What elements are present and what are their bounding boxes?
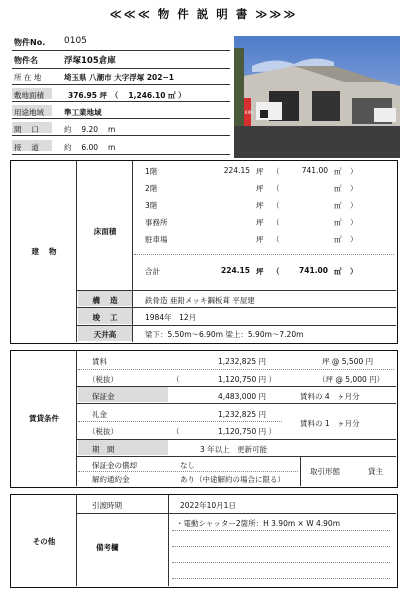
floor-tsubo-unit: 坪 (256, 218, 264, 227)
key-tax-value: 1,120,750 円 ） (218, 427, 276, 436)
property-no-label: 物件No. (14, 38, 46, 47)
key-tax-paren: （ (172, 427, 180, 436)
floor-m2-unit: ㎡ (334, 201, 342, 210)
floor-paren-open: （ (272, 201, 280, 210)
property-photo (234, 36, 400, 158)
total-paren-close: ） (350, 267, 358, 276)
floor-paren-close: ） (350, 167, 358, 176)
total-m2-unit: ㎡ (334, 267, 342, 276)
remarks-line-1: ・電動シャッター2箇所：H 3.90m × W 4.90m (176, 519, 341, 528)
property-name-value: 浮塚105倉庫 (64, 56, 116, 66)
total-label: 合計 (145, 267, 160, 276)
remarks-label: 備考欄 (96, 543, 119, 552)
deposit-label: 保証金 (92, 392, 115, 401)
site-area-value: 376.95 坪 （ 1,246.10 ㎡ ） (68, 91, 186, 100)
floor-m2: 741.00 (301, 166, 328, 175)
floor-area-label: 床面積 (93, 227, 117, 236)
rent-value: 1,232,825 円 (217, 357, 266, 366)
cancel-fee-label: 解約通約金 (92, 475, 130, 484)
floor-paren-close: ） (350, 201, 358, 210)
floor-paren-open: （ (272, 218, 280, 227)
total-tsubo-unit: 坪 (256, 267, 264, 276)
deposit-value: 4,483,000 円 (217, 392, 266, 401)
property-name-label: 物件名 (14, 56, 38, 65)
floor-tsubo-unit: 坪 (256, 235, 264, 244)
rent-unit: 坪 @ 5,500 円 (322, 357, 374, 366)
address-label: 所 在 地 (14, 73, 42, 82)
floor-paren-close: ） (350, 235, 358, 244)
broker-label: 取引形態 (310, 467, 340, 476)
total-paren-open: （ (272, 267, 280, 276)
zoning-label: 用途地域 (14, 108, 44, 117)
building-section-label: 建 物 (31, 247, 57, 256)
floor-paren-open: （ (272, 167, 280, 176)
structure-label: 構 造 (92, 296, 118, 305)
property-no-value: 0105 (64, 36, 87, 46)
rent-label: 賃料 (92, 357, 107, 366)
floor-name: 事務所 (145, 218, 168, 227)
floor-paren-open: （ (272, 184, 280, 193)
delivery-value: 2022年10月1日 (180, 501, 236, 510)
site-area-label: 敷地面積 (14, 91, 44, 100)
floor-name: 駐車場 (145, 235, 168, 244)
completed-label: 竣 工 (92, 313, 118, 322)
floor-paren-close: ） (350, 184, 358, 193)
zoning-value: 準工業地域 (64, 108, 102, 117)
frontage-label: 間 口 (14, 125, 39, 134)
key-money-label: 礼金 (92, 410, 107, 419)
structure-value: 鉄骨造 亜鉛メッキ鋼板葺 平屋建 (145, 296, 255, 305)
total-m2: 741.00 (299, 266, 328, 275)
floor-tsubo: 224.15 (223, 166, 250, 175)
road-value: 約 6.00 m (64, 143, 116, 152)
cancel-fee-value: あり（中途解約の場合に限る） (180, 475, 285, 484)
lease-section-label: 賃貸条件 (29, 414, 59, 423)
floor-tsubo-unit: 坪 (256, 201, 264, 210)
page-title: ≪≪≪ 物 件 説 明 書 ≫≫≫ (109, 7, 298, 21)
floor-m2-unit: ㎡ (334, 167, 342, 176)
address-value: 埼玉県 八潮市 大字浮塚 202−1 (64, 73, 174, 82)
floor-paren-close: ） (350, 218, 358, 227)
key-money-value: 1,232,825 円 (217, 410, 266, 419)
ceiling-value: 梁下：5.50m〜6.90m 梁上：5.90m〜7.20m (145, 330, 304, 339)
rent-tax-paren: （ (172, 375, 180, 384)
total-tsubo: 224.15 (221, 266, 250, 275)
deposit-note: 賃料の 4 ヶ月分 (300, 392, 360, 401)
rent-tax-unit: （坪 @ 5,000 円） (318, 375, 385, 384)
rent-tax-label: （税抜） (88, 375, 118, 384)
road-label: 接 道 (14, 143, 39, 152)
floor-paren-open: （ (272, 235, 280, 244)
floor-m2-unit: ㎡ (334, 218, 342, 227)
floor-name: 1階 (145, 167, 158, 176)
amortization-value: なし (180, 461, 195, 470)
broker-value: 貸主 (368, 467, 383, 476)
floor-m2-unit: ㎡ (334, 184, 342, 193)
floor-tsubo-unit: 坪 (256, 184, 264, 193)
rent-tax-value: 1,120,750 円 ） (218, 375, 276, 384)
term-value: 3 年以上 更新可能 (200, 445, 268, 454)
ceiling-label: 天井高 (93, 330, 117, 339)
amortization-label: 保証金の償却 (92, 461, 137, 470)
completed-value: 1984年 12月 (145, 313, 197, 322)
floor-tsubo-unit: 坪 (256, 167, 264, 176)
other-section-label: その他 (32, 537, 56, 546)
sign-text: KIRI (245, 110, 253, 115)
key-tax-label: （税抜） (88, 427, 118, 436)
key-money-note: 賃料の 1 ヶ月分 (300, 419, 360, 428)
frontage-value: 約 9.20 m (64, 125, 116, 134)
delivery-label: 引渡時期 (92, 501, 122, 510)
floor-name: 2階 (145, 184, 158, 193)
term-label: 期 間 (92, 445, 115, 454)
floor-m2-unit: ㎡ (334, 235, 342, 244)
floor-name: 3階 (145, 201, 158, 210)
